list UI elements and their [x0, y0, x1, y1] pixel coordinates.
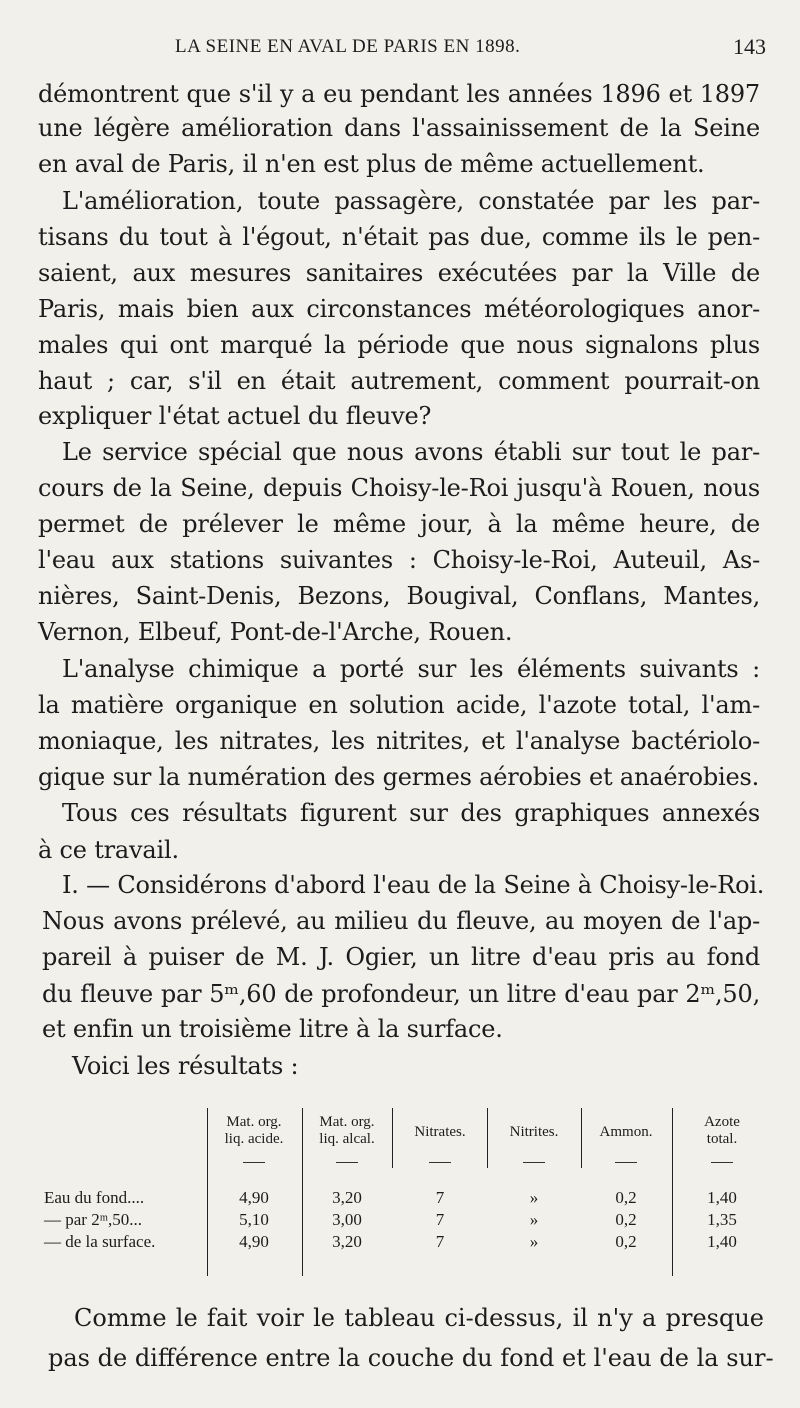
- table-cell: 3,20: [332, 1188, 362, 1207]
- table-cell: 0,2: [615, 1188, 637, 1207]
- results-table: [40, 1108, 770, 1288]
- body-line: haut ; car, s'il en était autrement, comment pourrait-on: [38, 367, 760, 395]
- header-dash: [615, 1162, 637, 1163]
- body-line: Vernon, Elbeuf, Pont-de-l'Arche, Rouen.: [38, 618, 513, 646]
- body-line: saient, aux mesures sanitaires exécutées par la Ville de: [38, 259, 760, 287]
- table-cell: 4,90: [239, 1188, 269, 1207]
- body-line: moniaque, les nitrates, les nitrites, et l'analyse bactériolo-: [38, 727, 760, 755]
- body-line: Tous ces résultats figurent sur des graphiques annexés: [62, 799, 760, 827]
- table-cell: 1,40: [707, 1188, 737, 1207]
- table-header-line: Ammon.: [599, 1124, 653, 1140]
- header-dash: [711, 1162, 733, 1163]
- table-header: [299, 1114, 395, 1148]
- header-dash: [429, 1162, 451, 1163]
- body-line: en aval de Paris, il n'en est plus de même actuellement.: [38, 150, 705, 178]
- table-header-line: Nitrites.: [509, 1124, 559, 1140]
- body-line: gique sur la numération des germes aérobies et anaérobies.: [38, 763, 760, 791]
- row-label: — de la surface.: [44, 1232, 156, 1251]
- table-header: [392, 1124, 488, 1141]
- table-cell: 0,2: [615, 1210, 637, 1229]
- row-label: Eau du fond....: [44, 1188, 145, 1207]
- body-line: expliquer l'état actuel du fleuve?: [38, 402, 432, 430]
- running-header: [40, 34, 768, 64]
- table-cell: »: [529, 1232, 539, 1251]
- body-line: permet de prélever le même jour, à la même heure, de: [38, 510, 760, 538]
- row-label: — par 2ᵐ,50...: [44, 1210, 143, 1229]
- table-header-line: liq. alcal.: [319, 1131, 375, 1147]
- body-line: L'analyse chimique a porté sur les éléments suivants :: [62, 655, 760, 683]
- header-dash: [523, 1162, 545, 1163]
- table-header-line: Azote: [704, 1114, 740, 1130]
- body-line: pareil à puiser de M. J. Ogier, un litre d'eau pris au fond: [42, 943, 760, 971]
- table-cell: 7: [435, 1188, 445, 1207]
- table-cell: »: [529, 1188, 539, 1207]
- table-header-line: Mat. org.: [226, 1114, 282, 1130]
- body-line: nières, Saint-Denis, Bezons, Bougival, Conflans, Mantes,: [38, 582, 760, 610]
- body-line: du fleuve par 5ᵐ,60 de profondeur, un litre d'eau par 2ᵐ,50,: [42, 980, 760, 1008]
- table-header: [486, 1124, 582, 1141]
- body-line: Voici les résultats :: [72, 1052, 299, 1080]
- body-line: une légère amélioration dans l'assainissement de la Seine: [38, 114, 760, 142]
- body-line: l'eau aux stations suivantes : Choisy-le-Roi, Auteuil, As-: [38, 546, 760, 574]
- body-line: cours de la Seine, depuis Choisy-le-Roi jusqu'à Rouen, nous: [38, 474, 760, 502]
- table-header-line: Mat. org.: [319, 1114, 375, 1130]
- body-line: à ce travail.: [38, 836, 179, 864]
- table-cell: »: [529, 1210, 539, 1229]
- table-header-line: liq. acide.: [224, 1131, 284, 1147]
- table-cell: 7: [435, 1210, 445, 1229]
- running-title: LA SEINE EN AVAL DE PARIS EN 1898.: [175, 36, 521, 57]
- body-line: I. — Considérons d'abord l'eau de la Seine à Choisy-le-Roi.: [62, 871, 765, 899]
- table-cell: 4,90: [239, 1232, 269, 1251]
- body-line: Nous avons prélevé, au milieu du fleuve, au moyen de l'ap-: [42, 907, 760, 935]
- table-header-line: Nitrates.: [414, 1124, 466, 1140]
- table-cell: 3,00: [332, 1210, 362, 1229]
- body-line: males qui ont marqué la période que nous signalons plus: [38, 331, 760, 359]
- table-cell: 0,2: [615, 1232, 637, 1251]
- header-dash: [243, 1162, 265, 1163]
- body-line: démontrent que s'il y a eu pendant les années 1896 et 1897: [38, 80, 760, 108]
- table-cell: 1,40: [707, 1232, 737, 1251]
- closing-line: Comme le fait voir le tableau ci-dessus, il n'y a presque: [74, 1304, 764, 1332]
- body-line: et enfin un troisième litre à la surface.: [42, 1015, 503, 1043]
- table-cell: 3,20: [332, 1232, 362, 1251]
- table-header: [206, 1114, 302, 1148]
- table-cell: 7: [435, 1232, 445, 1251]
- table-cell: 5,10: [239, 1210, 269, 1229]
- table-header-line: total.: [706, 1131, 738, 1147]
- page-number: 143: [733, 34, 766, 59]
- body-line: Le service spécial que nous avons établi sur tout le par-: [62, 438, 760, 466]
- body-line: la matière organique en solution acide, l'azote total, l'am-: [38, 691, 760, 719]
- header-dash: [336, 1162, 358, 1163]
- table-cell: 1,35: [707, 1210, 737, 1229]
- table-header: [674, 1114, 770, 1148]
- closing-line: pas de différence entre la couche du fond et l'eau de la sur-: [48, 1344, 774, 1372]
- body-line: tisans du tout à l'égout, n'était pas due, comme ils le pen-: [38, 223, 760, 251]
- body-line: L'amélioration, toute passagère, constatée par les par-: [62, 187, 760, 215]
- table-header: [578, 1124, 674, 1141]
- body-line: Paris, mais bien aux circonstances météorologiques anor-: [38, 295, 760, 323]
